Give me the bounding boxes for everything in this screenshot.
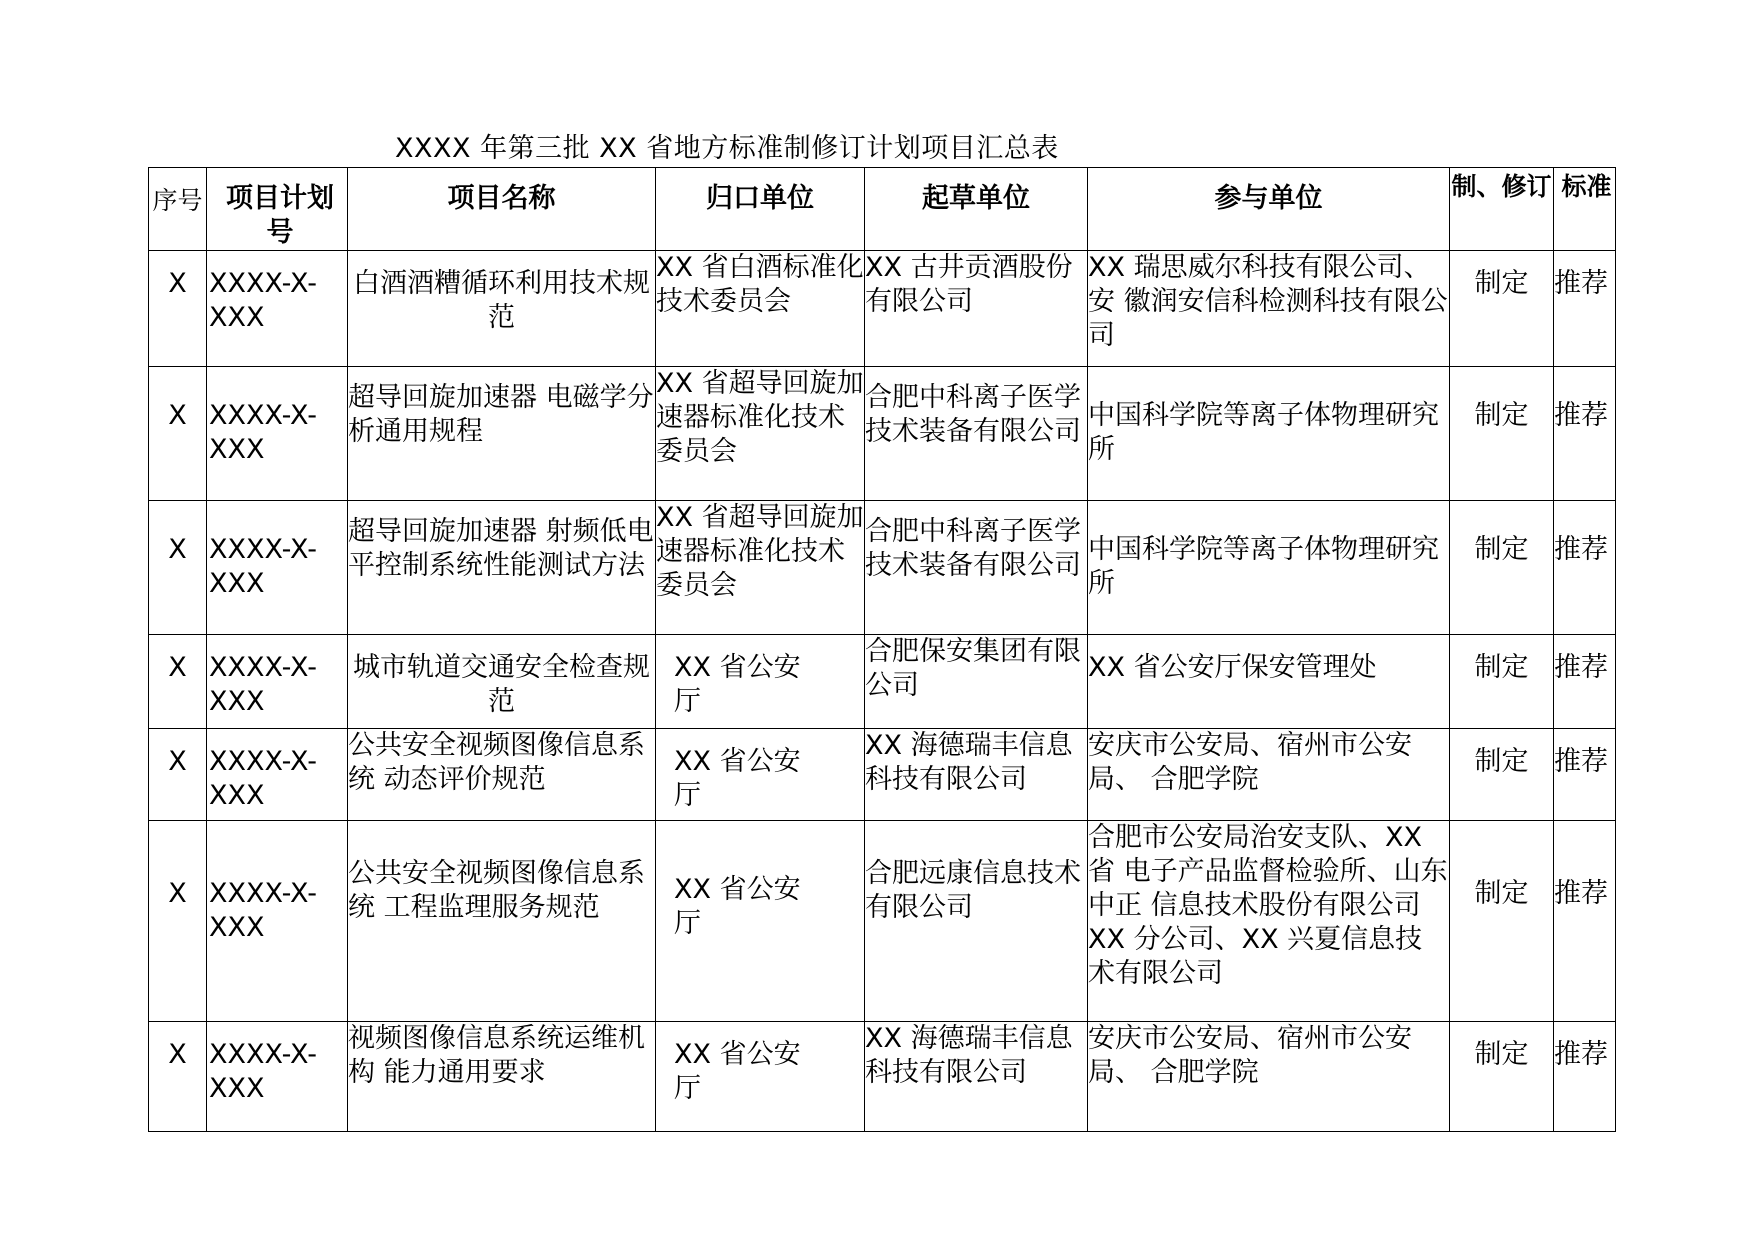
cell-std: 推荐 (1554, 1022, 1616, 1132)
cell-drafter: 合肥中科离子医学 技术装备有限公司 (865, 501, 1088, 635)
table-row (149, 821, 1616, 1022)
cell-std: 推荐 (1554, 367, 1616, 501)
cell-std: 推荐 (1554, 729, 1616, 821)
cell-seq: X (149, 367, 207, 501)
cell-project-name: 视频图像信息系统运维机构 能力通用要求 (348, 1022, 656, 1132)
table-row (149, 635, 1616, 729)
cell-plan-no: XXXX-X-XXX (207, 821, 348, 1022)
cell-seq: X (149, 729, 207, 821)
header-project-name: 项目名称 (348, 168, 656, 251)
cell-drafter: XX 古井贡酒股份 有限公司 (865, 251, 1088, 367)
cell-participants: 安庆市公安局、宿州市公安局、 合肥学院 (1088, 729, 1450, 821)
cell-type: 制定 (1450, 367, 1554, 501)
cell-seq: X (149, 821, 207, 1022)
cell-plan-no: XXXX-X-XXX (207, 635, 348, 729)
table-row (149, 729, 1616, 821)
cell-std: 推荐 (1554, 635, 1616, 729)
cell-plan-no: XXXX-X-XXX (207, 251, 348, 367)
document-title: XXXX 年第三批 XX 省地方标准制修订计划项目汇总表 (395, 133, 1059, 164)
cell-seq: X (149, 1022, 207, 1132)
cell-type: 制定 (1450, 729, 1554, 821)
cell-drafter: XX 海德瑞丰信息 科技有限公司 (865, 1022, 1088, 1132)
header-seq: 序号 (149, 168, 207, 251)
header-std: 标准 (1554, 168, 1616, 251)
table-row (149, 501, 1616, 635)
table-row (149, 1022, 1616, 1132)
cell-participants: 中国科学院等离子体物理研究所 (1088, 367, 1450, 501)
header-plan-no: 项目计划号 (207, 168, 348, 251)
cell-seq: X (149, 635, 207, 729)
cell-drafter: 合肥中科离子医学 技术装备有限公司 (865, 367, 1088, 501)
cell-std: 推荐 (1554, 251, 1616, 367)
cell-std: 推荐 (1554, 501, 1616, 635)
cell-dept: XX 省公安厅 (656, 821, 865, 1022)
cell-participants: 安庆市公安局、宿州市公安局、 合肥学院 (1088, 1022, 1450, 1132)
cell-drafter: 合肥远康信息技术 有限公司 (865, 821, 1088, 1022)
table-row (149, 367, 1616, 501)
cell-dept: XX 省公安厅 (656, 1022, 865, 1132)
cell-type: 制定 (1450, 1022, 1554, 1132)
standards-plan-table (148, 167, 1616, 1132)
cell-type: 制定 (1450, 635, 1554, 729)
cell-type: 制定 (1450, 501, 1554, 635)
cell-project-name: 超导回旋加速器 射频低电 平控制系统性能测试方法 (348, 501, 656, 635)
header-dept: 归口单位 (656, 168, 865, 251)
cell-plan-no: XXXX-X-XXX (207, 367, 348, 501)
header-participants: 参与单位 (1088, 168, 1450, 251)
cell-dept: XX 省超导回旋加 速器标准化技术委员会 (656, 367, 865, 501)
header-type: 制、修订 (1450, 168, 1554, 251)
cell-drafter: 合肥保安集团有限 公司 (865, 635, 1088, 729)
cell-dept: XX 省超导回旋加 速器标准化技术委员会 (656, 501, 865, 635)
cell-project-name: 超导回旋加速器 电磁学分 析通用规程 (348, 367, 656, 501)
cell-std: 推荐 (1554, 821, 1616, 1022)
cell-project-name: 白酒酒糟循环利用技术规范 (348, 251, 656, 367)
table-row (149, 251, 1616, 367)
cell-participants: XX 省公安厅保安管理处 (1088, 635, 1450, 729)
cell-participants: 合肥市公安局治安支队、XX 省 电子产品监督检验所、山东中正 信息技术股份有限公司 XX 分公司、XX 兴夏信息技术有限公司 (1088, 821, 1450, 1022)
cell-type: 制定 (1450, 821, 1554, 1022)
cell-project-name: 公共安全视频图像信息系统 工程监理服务规范 (348, 821, 656, 1022)
cell-project-name: 公共安全视频图像信息系统 动态评价规范 (348, 729, 656, 821)
cell-seq: X (149, 251, 207, 367)
cell-dept: XX 省白酒标准化 技术委员会 (656, 251, 865, 367)
cell-seq: X (149, 501, 207, 635)
cell-participants: XX 瑞思威尔科技有限公司、安 徽润安信科检测科技有限公司 (1088, 251, 1450, 367)
cell-plan-no: XXXX-X-XXX (207, 1022, 348, 1132)
cell-plan-no: XXXX-X-XXX (207, 729, 348, 821)
cell-type: 制定 (1450, 251, 1554, 367)
cell-dept: XX 省公安厅 (656, 635, 865, 729)
header-drafter: 起草单位 (865, 168, 1088, 251)
cell-plan-no: XXXX-X-XXX (207, 501, 348, 635)
cell-project-name: 城市轨道交通安全检查规范 (348, 635, 656, 729)
cell-dept: XX 省公安厅 (656, 729, 865, 821)
cell-drafter: XX 海德瑞丰信息 科技有限公司 (865, 729, 1088, 821)
header-row (149, 168, 1616, 251)
cell-participants: 中国科学院等离子体物理研究所 (1088, 501, 1450, 635)
